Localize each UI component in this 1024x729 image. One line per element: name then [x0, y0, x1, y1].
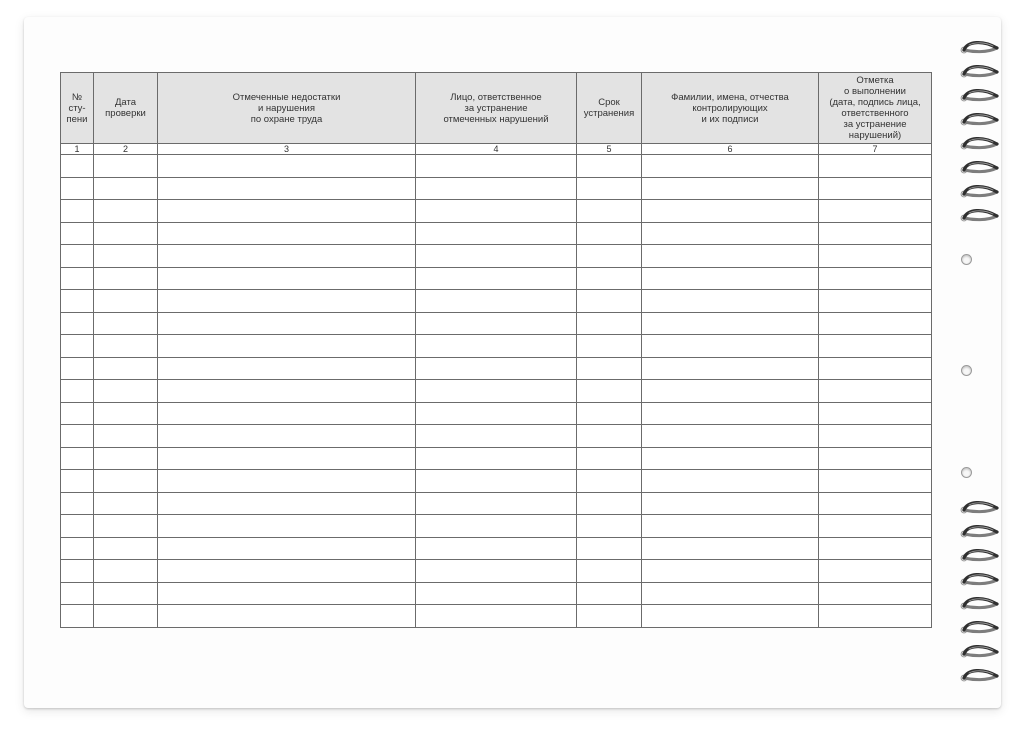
table-cell — [61, 425, 94, 448]
spiral-coil — [955, 110, 1005, 130]
table-cell — [642, 357, 819, 380]
spiral-coil — [955, 570, 1005, 590]
table-cell — [94, 425, 158, 448]
table-cell — [416, 605, 577, 628]
table-cell — [94, 560, 158, 583]
punch-hole — [961, 365, 972, 376]
table-cell — [94, 492, 158, 515]
table-cell — [416, 582, 577, 605]
table-cell — [61, 537, 94, 560]
table-cell — [416, 515, 577, 538]
table-row — [61, 335, 932, 358]
table-row — [61, 245, 932, 268]
table-cell — [158, 537, 416, 560]
table-cell — [158, 200, 416, 223]
table-cell — [416, 425, 577, 448]
table-cell — [819, 267, 932, 290]
table-cell — [642, 335, 819, 358]
journal-page — [24, 17, 1001, 708]
table-cell — [642, 447, 819, 470]
table-cell — [819, 290, 932, 313]
table-cell — [642, 515, 819, 538]
table-cell — [61, 447, 94, 470]
column-number: 1 — [61, 144, 94, 155]
table-cell — [158, 447, 416, 470]
table-cell — [642, 380, 819, 403]
table-cell — [819, 335, 932, 358]
spiral-coil — [955, 134, 1005, 154]
table-cell — [642, 560, 819, 583]
table-cell — [94, 605, 158, 628]
table-cell — [577, 605, 642, 628]
header-completion: Отметка о выполнении (дата, подпись лица, ответственного за устранение нарушений) — [819, 73, 932, 144]
table-cell — [577, 155, 642, 178]
spiral-coil — [955, 62, 1005, 82]
table-cell — [416, 560, 577, 583]
table-cell — [158, 515, 416, 538]
table-cell — [61, 605, 94, 628]
column-number: 2 — [94, 144, 158, 155]
column-number: 6 — [642, 144, 819, 155]
table-cell — [158, 402, 416, 425]
table-cell — [819, 177, 932, 200]
table-row — [61, 312, 932, 335]
spiral-coil — [955, 158, 1005, 178]
table-cell — [61, 222, 94, 245]
table-cell — [94, 177, 158, 200]
table-cell — [819, 492, 932, 515]
table-cell — [577, 357, 642, 380]
table-cell — [416, 357, 577, 380]
table-cell — [94, 402, 158, 425]
table-cell — [94, 515, 158, 538]
header-row — [61, 73, 932, 144]
table-cell — [819, 605, 932, 628]
column-number: 7 — [819, 144, 932, 155]
table-cell — [577, 200, 642, 223]
table-cell — [94, 380, 158, 403]
table-cell — [642, 402, 819, 425]
table-cell — [642, 470, 819, 493]
table-cell — [416, 402, 577, 425]
table-row — [61, 357, 932, 380]
table-cell — [158, 312, 416, 335]
table-cell — [158, 155, 416, 178]
table-cell — [94, 447, 158, 470]
table-cell — [158, 492, 416, 515]
column-number: 4 — [416, 144, 577, 155]
table-cell — [819, 470, 932, 493]
table-cell — [642, 200, 819, 223]
table-cell — [577, 425, 642, 448]
table-cell — [61, 357, 94, 380]
table-cell — [416, 245, 577, 268]
table-cell — [416, 335, 577, 358]
table-cell — [158, 267, 416, 290]
table-cell — [642, 267, 819, 290]
table-row — [61, 560, 932, 583]
table-cell — [819, 447, 932, 470]
punch-hole — [961, 467, 972, 478]
table-cell — [819, 155, 932, 178]
table-cell — [61, 290, 94, 313]
table-cell — [158, 560, 416, 583]
table-cell — [61, 335, 94, 358]
column-number-row — [61, 144, 932, 155]
table-cell — [94, 537, 158, 560]
table-cell — [642, 290, 819, 313]
table-cell — [158, 245, 416, 268]
table-cell — [158, 222, 416, 245]
table-cell — [94, 155, 158, 178]
spiral-coil — [955, 38, 1005, 58]
table-cell — [642, 155, 819, 178]
table-row — [61, 290, 932, 313]
table-row — [61, 447, 932, 470]
table-cell — [61, 312, 94, 335]
table-cell — [61, 515, 94, 538]
table-cell — [577, 290, 642, 313]
table-cell — [819, 537, 932, 560]
table-cell — [577, 515, 642, 538]
table-cell — [642, 492, 819, 515]
table-cell — [819, 200, 932, 223]
spiral-coil — [955, 594, 1005, 614]
table-row — [61, 515, 932, 538]
table-cell — [61, 267, 94, 290]
spiral-coil — [955, 182, 1005, 202]
table-cell — [642, 605, 819, 628]
table-cell — [158, 380, 416, 403]
table-cell — [158, 605, 416, 628]
table-cell — [577, 222, 642, 245]
table-cell — [819, 582, 932, 605]
table-row — [61, 267, 932, 290]
table-row — [61, 402, 932, 425]
table-cell — [94, 222, 158, 245]
spiral-coil — [955, 618, 1005, 638]
table-cell — [94, 470, 158, 493]
table-cell — [61, 470, 94, 493]
table-cell — [577, 537, 642, 560]
table-cell — [819, 560, 932, 583]
table-cell — [642, 312, 819, 335]
table-cell — [61, 177, 94, 200]
table-row — [61, 582, 932, 605]
table-cell — [577, 267, 642, 290]
table-cell — [577, 492, 642, 515]
table-cell — [61, 380, 94, 403]
table-cell — [94, 357, 158, 380]
spiral-coil — [955, 522, 1005, 542]
table-cell — [819, 312, 932, 335]
table-cell — [416, 380, 577, 403]
table-cell — [577, 335, 642, 358]
table-cell — [416, 222, 577, 245]
table-cell — [819, 402, 932, 425]
table-cell — [416, 447, 577, 470]
table-cell — [94, 200, 158, 223]
table-row — [61, 222, 932, 245]
table-cell — [158, 582, 416, 605]
table-cell — [577, 560, 642, 583]
spiral-coil — [955, 86, 1005, 106]
table-cell — [416, 267, 577, 290]
table-cell — [577, 470, 642, 493]
table-cell — [94, 245, 158, 268]
table-cell — [61, 492, 94, 515]
table-cell — [819, 425, 932, 448]
table-cell — [158, 357, 416, 380]
table-body — [61, 155, 932, 628]
spiral-coil — [955, 206, 1005, 226]
table-cell — [416, 200, 577, 223]
punch-hole — [961, 254, 972, 265]
header-number: № сту- пени — [61, 73, 94, 144]
column-number: 3 — [158, 144, 416, 155]
table-cell — [577, 245, 642, 268]
table-cell — [158, 425, 416, 448]
header-violations: Отмеченные недостатки и нарушения по охране труда — [158, 73, 416, 144]
table-row — [61, 177, 932, 200]
header-deadline: Срок устранения — [577, 73, 642, 144]
table-cell — [416, 177, 577, 200]
table-row — [61, 425, 932, 448]
spiral-coil — [955, 666, 1005, 686]
table-cell — [642, 582, 819, 605]
spiral-coil — [955, 642, 1005, 662]
table-row — [61, 200, 932, 223]
header-responsible: Лицо, ответственное за устранение отмеченных нарушений — [416, 73, 577, 144]
table-row — [61, 492, 932, 515]
table-cell — [416, 312, 577, 335]
table-cell — [642, 177, 819, 200]
column-number: 5 — [577, 144, 642, 155]
table-cell — [642, 425, 819, 448]
table-cell — [577, 402, 642, 425]
table-cell — [158, 290, 416, 313]
table-row — [61, 537, 932, 560]
table-cell — [61, 402, 94, 425]
spiral-coil — [955, 498, 1005, 518]
table-cell — [61, 245, 94, 268]
table-cell — [94, 335, 158, 358]
table-cell — [158, 177, 416, 200]
table-cell — [819, 515, 932, 538]
table-cell — [94, 582, 158, 605]
table-cell — [577, 177, 642, 200]
table-cell — [61, 200, 94, 223]
table-cell — [577, 312, 642, 335]
table-cell — [416, 290, 577, 313]
journal-table — [60, 72, 932, 628]
table-row — [61, 155, 932, 178]
table-cell — [61, 155, 94, 178]
table-cell — [819, 380, 932, 403]
table-cell — [61, 560, 94, 583]
table-cell — [158, 470, 416, 493]
table-cell — [94, 290, 158, 313]
table-cell — [158, 335, 416, 358]
header-inspectors: Фамилии, имена, отчества контролирующих и их подписи — [642, 73, 819, 144]
table-cell — [819, 357, 932, 380]
table-cell — [94, 312, 158, 335]
table-cell — [416, 492, 577, 515]
table-cell — [94, 267, 158, 290]
header-date: Дата проверки — [94, 73, 158, 144]
table-cell — [577, 447, 642, 470]
table-cell — [577, 582, 642, 605]
table-row — [61, 605, 932, 628]
table-cell — [642, 222, 819, 245]
table-cell — [416, 155, 577, 178]
table-row — [61, 380, 932, 403]
table-cell — [61, 582, 94, 605]
table-cell — [416, 470, 577, 493]
table-cell — [642, 537, 819, 560]
table-cell — [642, 245, 819, 268]
table-cell — [819, 222, 932, 245]
table-cell — [819, 245, 932, 268]
table-cell — [577, 380, 642, 403]
table-row — [61, 470, 932, 493]
table-cell — [416, 537, 577, 560]
spiral-coil — [955, 546, 1005, 566]
